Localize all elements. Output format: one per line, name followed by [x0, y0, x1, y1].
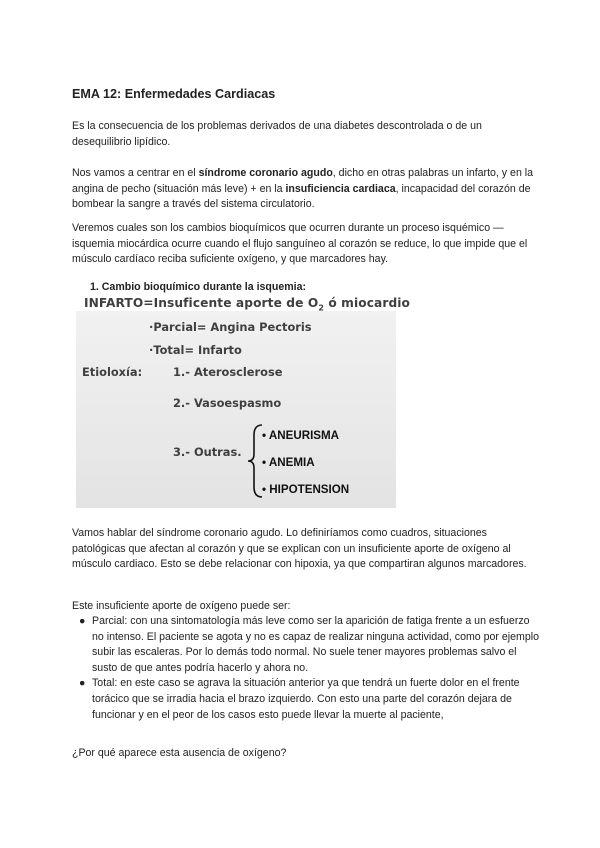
- aporte-intro: Este insuficiente aporte de oxígeno puede ser:: [72, 600, 291, 612]
- figure-item-1: 1.- Aterosclerose: [173, 365, 283, 379]
- question-paragraph: ¿Por qué aparece esta ausencia de oxígeno?: [72, 747, 287, 759]
- biochem-paragraph: Veremos cuales son los cambios bioquímicos que ocurren durante un proceso isquémico — isquemia miocárdica ocurre cuando el flujo sanguíneo al corazón se reduce, lo que impide que el músculo cardíaco reciba suficiente oxígeno, y que marcadores hay.: [72, 222, 528, 266]
- sca-paragraph: Vamos hablar del síndrome coronario agudo. Lo definiríamos como cuadros, situaciones patológicas que afectan al corazón y que se explican con un insuficiente aporte de oxígeno al músculo cardiaco. Esto se debe relacionar con hipoxia, ya que compartiran algunos marcadores.: [72, 527, 527, 571]
- bullet-icon: ●: [79, 677, 86, 690]
- figure-total: ·Total= Infarto: [149, 343, 242, 357]
- ischemia-figure: [76, 295, 411, 508]
- list-item: ● Total: en este caso se agrava la situación anterior ya que tendrá un fuerte dolor en el frente torácico que se irradia hacia el brazo izquierdo. Con esto una parte del corazón dejara de funcionar y en el peor de los casos esto puede llevar la muerte al paciente,: [79, 677, 520, 721]
- section-heading-1: 1. Cambio bioquímico durante la isquemia:: [90, 281, 307, 293]
- figure-parcial: ·Parcial= Angina Pectoris: [149, 320, 312, 334]
- bullet-icon: ●: [79, 615, 86, 627]
- focus-text-c: , dicho en otras palabras un infarto, y en la angina de pecho (situación más leve) + en la: [72, 167, 534, 195]
- page-title: EMA 12: Enfermedades Cardiacas: [72, 87, 276, 101]
- figure-item-3: 3.- Outras.: [173, 445, 242, 459]
- focus-paragraph: [72, 166, 542, 213]
- figure-sub-2: • ANEMIA: [262, 456, 315, 469]
- figure-infarto-line: INFARTO=Insuficente aporte de $O_2$ ó miocardio: [84, 296, 411, 313]
- figure-item-2: 2.- Vasoespasmo: [173, 396, 282, 410]
- focus-bold-ic: insuficiencia cardiaca: [285, 182, 396, 195]
- figure-sub-1: • ANEURISMA: [262, 429, 340, 442]
- focus-text-a: Nos vamos a centrar en el: [72, 167, 199, 179]
- aporte-list: [72, 614, 542, 723]
- figure-sub-3: • HIPOTENSION: [262, 483, 350, 496]
- focus-text-e: , incapacidad del corazón de bombear la sangre a través del sistema circulatorio.: [72, 182, 531, 211]
- focus-bold-sca: síndrome coronario agudo: [198, 167, 333, 179]
- intro-paragraph: Es la consecuencia de los problemas derivados de una diabetes descontrolada o de un desequilibrio lipídico.: [72, 120, 482, 148]
- list-item: ● Parcial: con una sintomatología más leve como ser la aparición de fatiga frente a un esfuerzo no intenso. El paciente se agota y no es capaz de realizar ninguna actividad, como por ejemplo subir las escaleras. Por lo demás todo normal. No suele tener mayores problemas salvo el susto de que antes podría hacerlo y ahora no.: [79, 615, 539, 674]
- figure-etiologia: Etioloxía:: [82, 365, 143, 379]
